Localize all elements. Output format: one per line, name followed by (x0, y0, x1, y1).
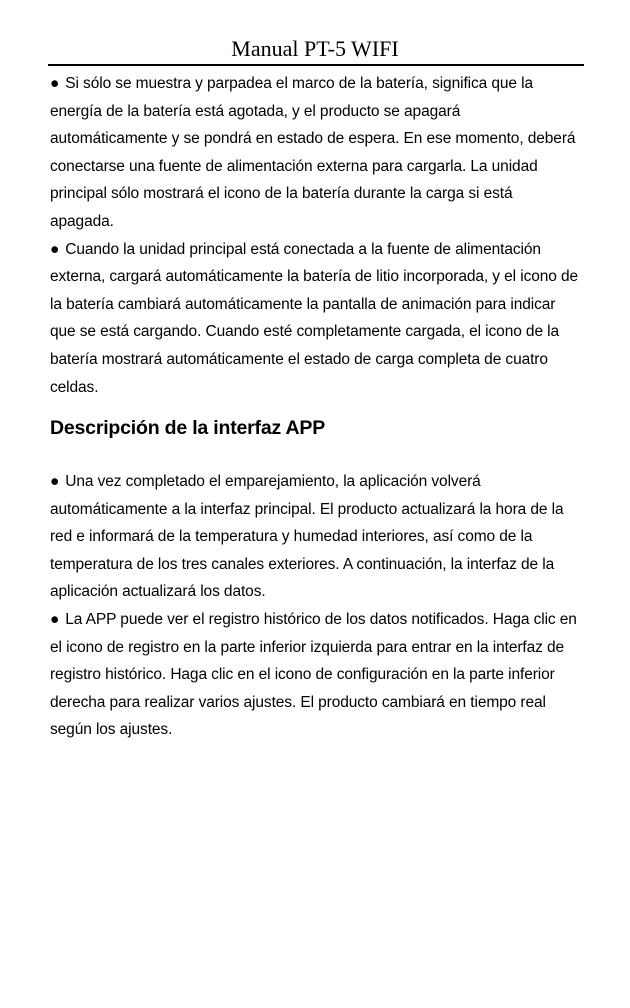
paragraph-text: Una vez completado el emparejamiento, la aplicación volverá automáticamente a la interfaz principal. El producto actualizará la hora de la red e informará de la temperatura y humedad interiores, así como de la temperatura de los tres canales exteriores. A continuación, la interfaz de la aplicación actualizará los datos. (50, 473, 564, 601)
battery-section (50, 70, 580, 401)
bullet-icon: ● (50, 473, 60, 490)
app-section (50, 468, 580, 744)
paragraph-battery-empty (50, 70, 580, 236)
paragraph-app-history (50, 606, 580, 744)
bullet-icon: ● (50, 610, 60, 628)
bullet-icon: ● (50, 75, 60, 92)
page-title: Manual PT-5 WIFI (231, 36, 399, 61)
bullet-icon: ● (50, 240, 60, 258)
paragraph-text: Cuando la unidad principal está conectada a la fuente de alimentación externa, cargará automáticamente la batería de litio incorporada, y el icono de la batería cambiará automáticamente la pantalla de animación para indicar que se está cargando. Cuando esté completamente cargada, el icono de la batería mostrará automáticamente el estado de carga completa de cuatro celdas. (50, 240, 579, 396)
paragraph-app-pairing (50, 468, 580, 606)
paragraph-text: Si sólo se muestra y parpadea el marco de la batería, significa que la energía de la batería está agotada, y el producto se apagará automáticamente y se pondrá en estado de espera. En ese momento, deberá conectarse una fuente de alimentación externa para cargarla. La unidad principal sólo mostrará el icono de la batería durante la carga si está apagada. (50, 75, 576, 230)
paragraph-battery-charging (50, 236, 580, 402)
header-divider (48, 64, 584, 66)
section-heading-app: Descripción de la interfaz APP (50, 417, 326, 439)
paragraph-text: La APP puede ver el registro histórico de los datos notificados. Haga clic en el icono de registro en la parte inferior izquierda para entrar en la interfaz de registro histórico. Haga clic en el icono de configuración en la parte inferior derecha para realizar varios ajustes. El producto cambiará en tiempo real según los ajustes. (50, 610, 577, 739)
